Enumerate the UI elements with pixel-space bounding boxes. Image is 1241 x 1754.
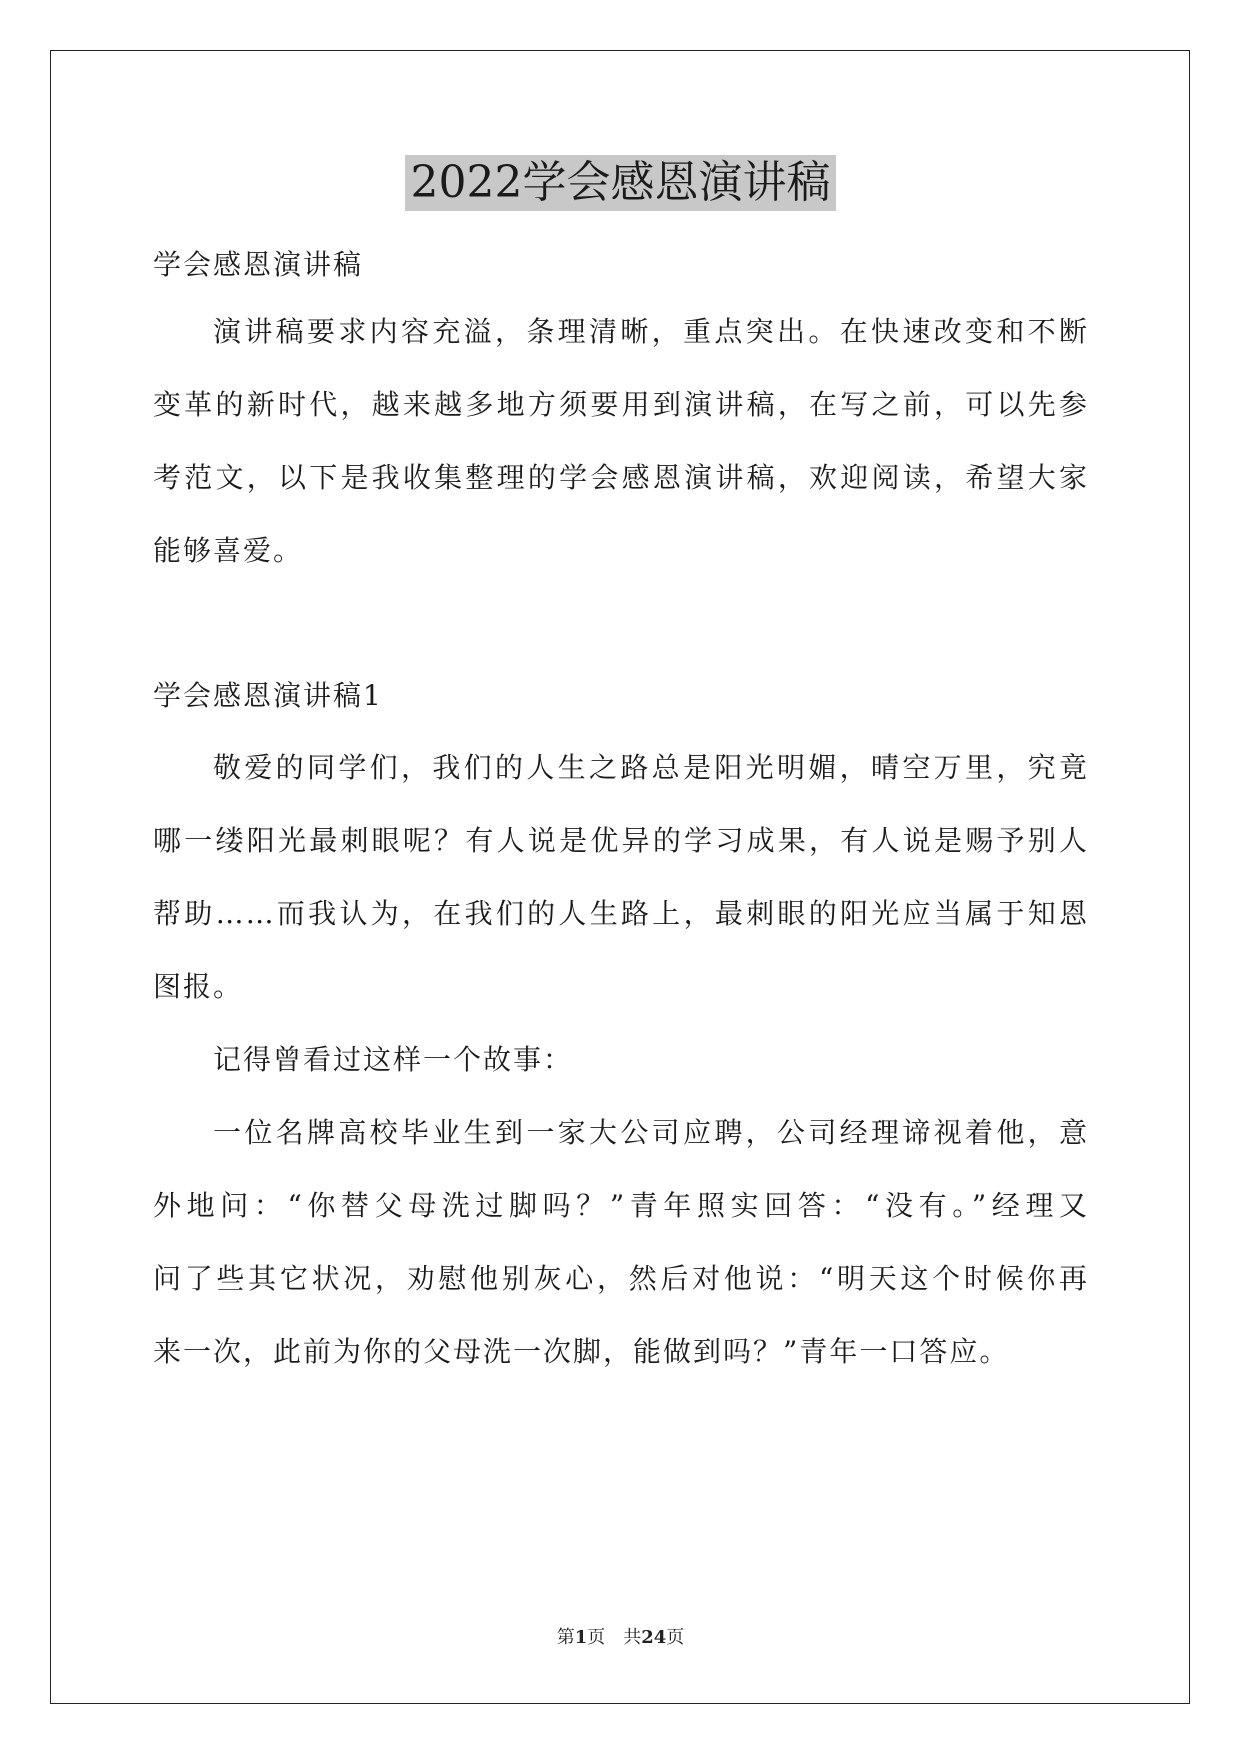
paragraph-line: 外地问：“你替父母洗过脚吗？”青年照实回答：“没有。”经理又: [153, 1189, 1089, 1222]
paragraph-line: 敬爱的同学们，我们的人生之路总是阳光明媚，晴空万里，究竟: [213, 751, 1089, 784]
paragraph-line: 帮助……而我认为，在我们的人生路上，最刺眼的阳光应当属于知恩: [153, 897, 1089, 930]
total-pages: 24: [641, 1627, 667, 1648]
paragraph-line: 记得曾看过这样一个故事：: [213, 1043, 574, 1076]
section-heading: 学会感恩演讲稿1: [153, 679, 383, 712]
section-heading: 学会感恩演讲稿: [153, 248, 364, 281]
paragraph-line: 能够喜爱。: [153, 534, 304, 567]
paragraph-line: 哪一缕阳光最刺眼呢？有人说是优异的学习成果，有人说是赐予别人: [153, 824, 1089, 857]
document-title: 2022学会感恩演讲稿: [405, 155, 837, 211]
paragraph-line: 一位名牌高校毕业生到一家大公司应聘，公司经理谛视着他，意: [213, 1116, 1089, 1149]
title-container: [0, 155, 1241, 211]
total-prefix: 共: [623, 1627, 642, 1648]
paragraph-line: 问了些其它状况，劝慰他别灰心，然后对他说：“明天这个时候你再: [153, 1262, 1089, 1295]
total-suffix: 页: [666, 1627, 685, 1648]
page-number: 1: [574, 1627, 588, 1648]
paragraph-line: 图报。: [153, 970, 244, 1003]
paragraph-line: 来一次，此前为你的父母洗一次脚，能做到吗？”青年一口答应。: [153, 1335, 1010, 1368]
paragraph-line: 考范文，以下是我收集整理的学会感恩演讲稿，欢迎阅读，希望大家: [153, 461, 1089, 494]
page-suffix: 页: [587, 1627, 606, 1648]
page-prefix: 第: [556, 1627, 575, 1648]
paragraph-line: 演讲稿要求内容充溢，条理清晰，重点突出。在快速改变和不断: [213, 315, 1089, 348]
page-footer: [0, 1626, 1241, 1650]
page-border: [50, 50, 1190, 1704]
paragraph-line: 变革的新时代，越来越多地方须要用到演讲稿，在写之前，可以先参: [153, 388, 1089, 421]
